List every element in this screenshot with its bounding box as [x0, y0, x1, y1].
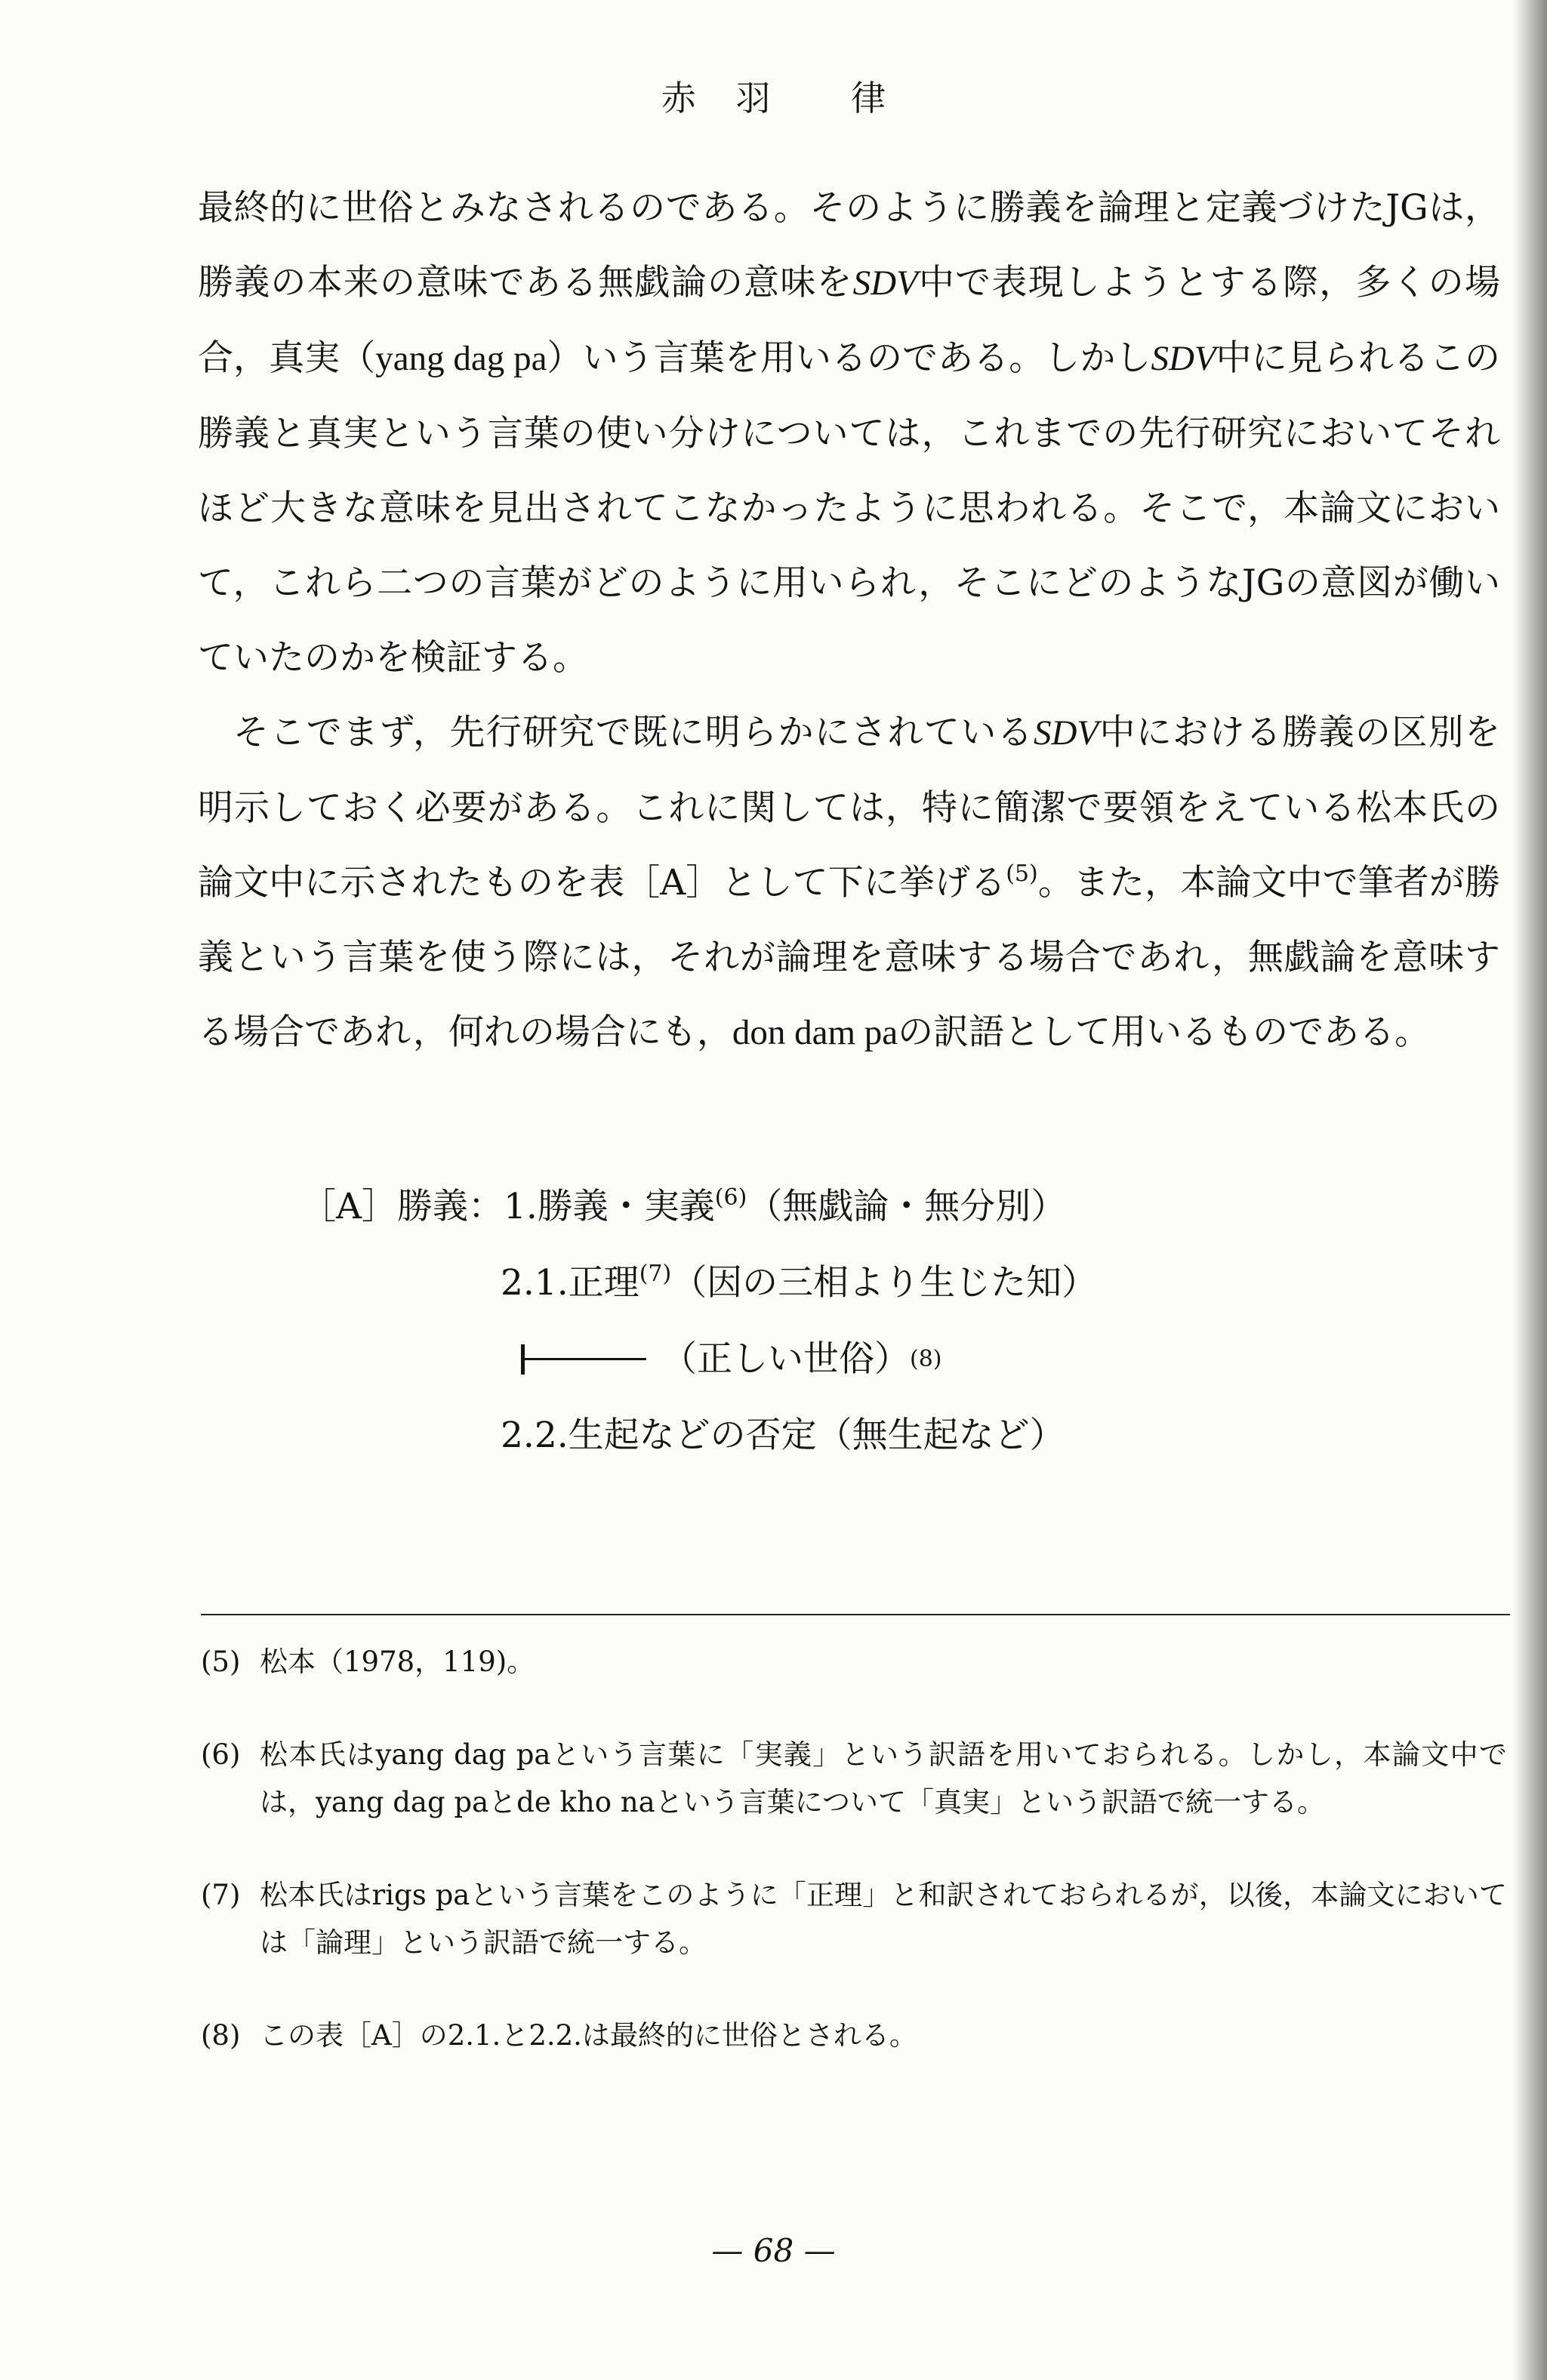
- table-row-2-rest: （因の三相より生じた知）: [671, 1262, 1098, 1304]
- footnote-7: [201, 1871, 1507, 1966]
- footnote-number: (6): [201, 1738, 241, 1771]
- table-row-4: [300, 1397, 1097, 1473]
- table-a: [300, 1168, 1097, 1473]
- table-row-3-label: （正しい世俗）: [661, 1338, 910, 1380]
- p2-don-dam-pa: don dam pa: [732, 1013, 898, 1052]
- table-row-1: [300, 1168, 1097, 1245]
- footnote-ref-6[interactable]: (6): [714, 1184, 747, 1211]
- footnote-separator: [201, 1614, 1510, 1615]
- paragraph-2: [198, 695, 1500, 1070]
- page-number: — 68 —: [711, 2232, 836, 2269]
- p2-text-b: 中における勝義の区別を明示しておく必要がある。これに関しては，特に簡潔で要領をえている松本氏の論文中に示されたものを表［A］として下に挙げる: [198, 712, 1500, 904]
- p1-text-b: 中で表現しようとする際，多くの場合，真実（: [198, 262, 1501, 379]
- running-header: [0, 71, 1547, 121]
- footnotes: [201, 1638, 1507, 2104]
- footnote-text: 松本氏はrigs paという言葉をこのように「正理」と和訳されておられるが，以後，本論文においては「論理」という訳語で統一する。: [260, 1879, 1507, 1959]
- table-row-4-label: 2.2.生起などの否定（無生起など）: [501, 1415, 1065, 1456]
- branch-line: [521, 1344, 646, 1375]
- p1-sdv: SDV: [852, 263, 918, 303]
- p2-sdv: SDV: [1033, 713, 1099, 753]
- header-author-char-2: 羽: [735, 78, 771, 119]
- footnote-ref-5[interactable]: (5): [1006, 861, 1038, 887]
- footnote-number: (8): [201, 2019, 241, 2052]
- scan-edge-shadow: [1514, 0, 1547, 2380]
- footnote-8: [201, 2012, 1507, 2059]
- footnote-number: (5): [201, 1646, 241, 1678]
- p2-text-d: の訳語として用いるものである。: [898, 1011, 1431, 1053]
- footnote-text: この表［A］の2.1.と2.2.は最終的に世俗とされる。: [260, 2019, 917, 2052]
- footnote-5: [201, 1638, 1507, 1686]
- p1-text-a: 最終的に世俗とみなされるのである。そのように勝義を論理と定義づけたJGは，勝義の本来の意味である無戯論の意味を: [198, 187, 1500, 303]
- paragraph-1: [198, 171, 1500, 695]
- footnote-6: [201, 1731, 1507, 1826]
- table-row-2: [300, 1245, 1097, 1321]
- header-author-char-3: 律: [851, 78, 886, 119]
- p1-text-d: 中に見られるこの勝義と真実という言葉の使い分けについては，これまでの先行研究においてそれほど大きな意味を見出されてこなかったように思われる。そこで，本論文において，これら二つの言葉がどのように用いられ，そこにどのようなJGの意図が働いていたのかを検証する。: [198, 337, 1501, 679]
- table-row-1-rest: （無戯論・無分別）: [747, 1186, 1067, 1227]
- p2-text-c: 。また，本論文中で筆者が勝義という言葉を使う際には，それが論理を意味する場合であれ，無戯論を意味する場合であれ，何れの場合にも，: [198, 862, 1500, 1053]
- p1-text-c: ）いう言葉を用いるのである。しかし: [547, 337, 1151, 379]
- table-row-1-label: ［A］勝義：1.勝義・実義: [300, 1186, 715, 1227]
- p1-sdv-2: SDV: [1151, 339, 1216, 378]
- table-row-3: （正しい世俗） (8): [300, 1321, 1097, 1397]
- main-body: [198, 171, 1500, 1070]
- footnote-text: 松本氏はyang dag paという言葉に「実義」という訳語を用いておられる。しかし，本論文中では，yang dag paとde kho naという言葉について「真実」という訳語で統一する。: [260, 1738, 1507, 1818]
- table-row-2-label: 2.1.正理: [501, 1262, 639, 1304]
- p2-text-a: そこでまず，先行研究で既に明らかにされている: [233, 712, 1034, 753]
- p1-yang-dag-pa: yang dag pa: [375, 339, 547, 378]
- footnote-text: 松本（1978，119)。: [260, 1646, 535, 1678]
- header-author-char-1: 赤: [661, 78, 696, 119]
- footnote-number: (7): [201, 1879, 241, 1911]
- footnote-ref-7[interactable]: (7): [639, 1261, 672, 1287]
